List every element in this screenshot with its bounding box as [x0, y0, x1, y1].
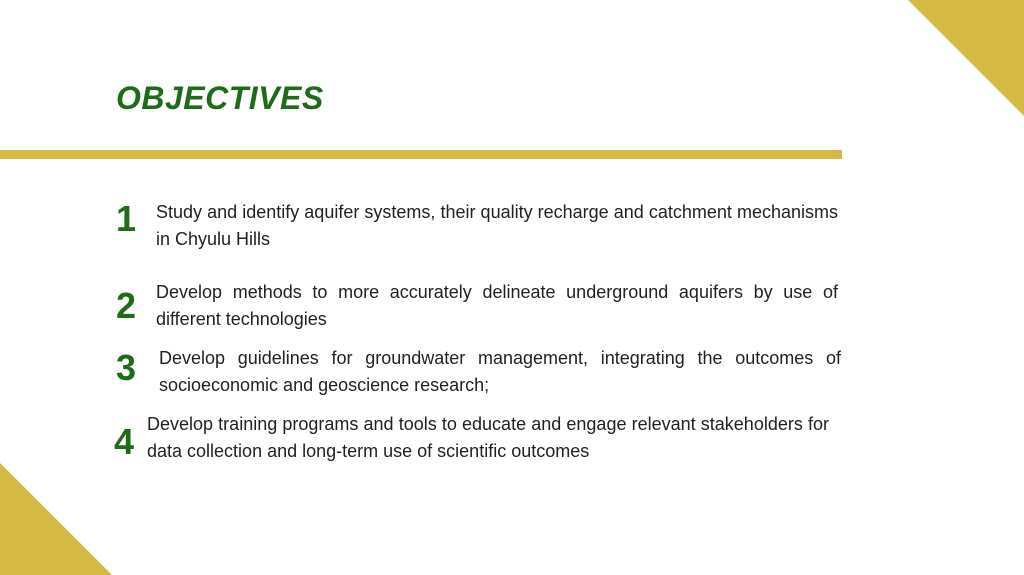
objective-number: 2	[116, 285, 137, 326]
objective-number: 1	[116, 198, 137, 239]
top-right-corner-decoration	[908, 0, 1024, 116]
objective-text: Develop guidelines for groundwater management, integrating the outcomes of socioeconomic and geoscience research;	[159, 348, 841, 395]
title-divider	[0, 150, 842, 159]
objective-number: 4	[114, 421, 135, 462]
objective-text: Study and identify aquifer systems, their quality recharge and catchment mechanisms in Chyulu Hills	[156, 202, 838, 249]
objective-number: 3	[116, 347, 137, 388]
objective-text: Develop methods to more accurately delineate underground aquifers by use of different technologies	[156, 282, 838, 329]
bottom-left-corner-decoration	[0, 463, 112, 575]
objective-text: Develop training programs and tools to educate and engage relevant stakeholders for data collection and long-term use of scientific outcomes	[147, 414, 829, 461]
slide-title: OBJECTIVES	[116, 80, 324, 116]
